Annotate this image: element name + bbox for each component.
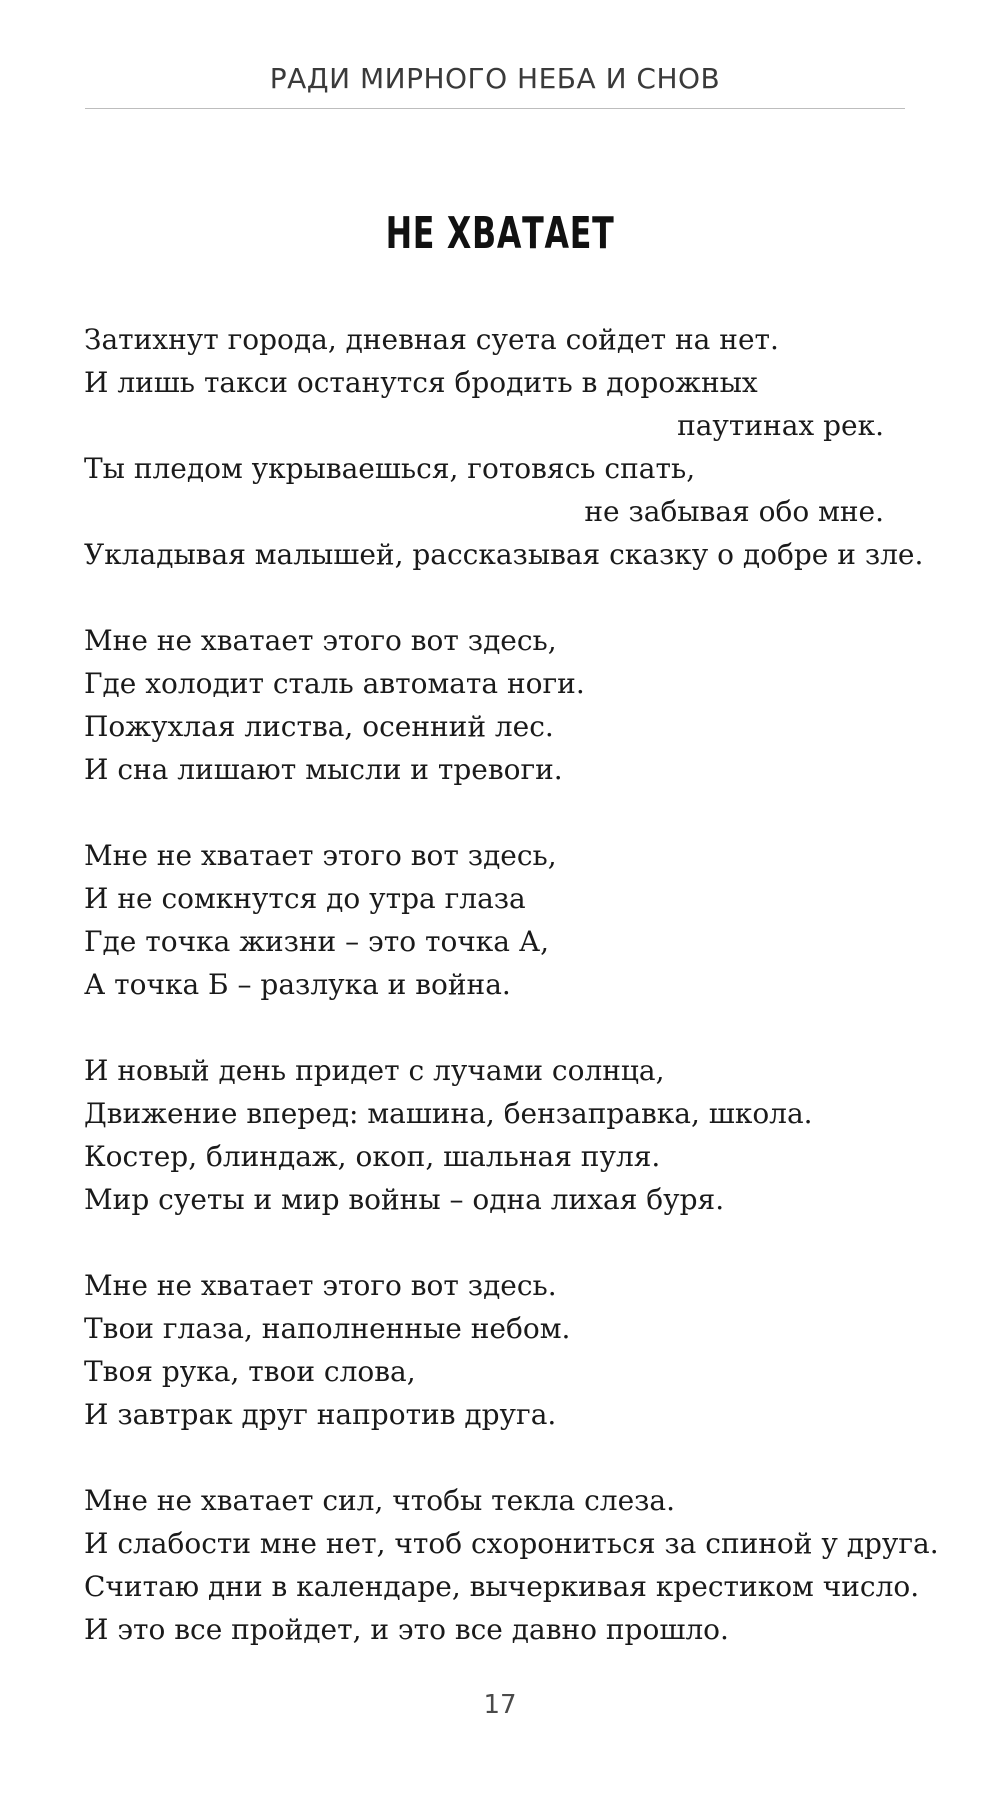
poem-line: Пожухлая листва, осенний лес. <box>84 710 554 743</box>
poem-line: И новый день придет с лучами солнца, <box>84 1054 665 1087</box>
poem-line: А точка Б – разлука и война. <box>84 968 511 1001</box>
poem-line: И лишь такси останутся бродить в дорожных <box>84 366 758 399</box>
poem-line: Где холодит сталь автомата ноги. <box>84 667 585 700</box>
poem-line: Твои глаза, наполненные небом. <box>84 1312 571 1345</box>
poem-body <box>84 318 939 1694</box>
poem-line: Мне не хватает этого вот здесь. <box>84 1269 557 1302</box>
poem-line: Мир суеты и мир войны – одна лихая буря. <box>84 1183 725 1216</box>
poem-line-continuation: паутинах рек. <box>677 409 884 442</box>
stanza <box>84 1264 914 1436</box>
stanza <box>84 318 924 576</box>
stanza <box>84 1049 914 1221</box>
stanza <box>84 834 914 1006</box>
poem-line: И сна лишают мысли и тревоги. <box>84 753 563 786</box>
poem-line: Мне не хватает сил, чтобы текла слеза. <box>84 1484 676 1517</box>
poem-line: Движение вперед: машина, бензаправка, школа. <box>84 1097 813 1130</box>
poem-line: Костер, блиндаж, окоп, шальная пуля. <box>84 1140 661 1173</box>
poem-line-continuation: не забывая обо мне. <box>584 495 884 528</box>
poem-line: Укладывая малышей, рассказывая сказку о добре и зле. <box>84 538 924 571</box>
poem-line: Где точка жизни – это точка А, <box>84 925 550 958</box>
page-number: 17 <box>483 1690 517 1720</box>
poem-line: Считаю дни в календаре, вычеркивая крестиком число. <box>84 1570 920 1603</box>
poem-line: Затихнут города, дневная суета сойдет на нет. <box>84 323 779 356</box>
poem-line: И не сомкнутся до утра глаза <box>84 882 526 915</box>
poem-line: Твоя рука, твои слова, <box>84 1355 416 1388</box>
stanza <box>84 619 914 791</box>
poem-line: И завтрак друг напротив друга. <box>84 1398 557 1431</box>
poem-title: НЕ ХВАТАЕТ <box>385 208 615 259</box>
poem-line: И это все пройдет, и это все давно прошло. <box>84 1613 729 1646</box>
header-rule <box>85 108 905 109</box>
poem-line: И слабости мне нет, чтоб схорониться за спиной у друга. <box>84 1527 939 1560</box>
poem-line: Ты пледом укрываешься, готовясь спать, <box>84 452 696 485</box>
poem-line: Мне не хватает этого вот здесь, <box>84 839 557 872</box>
poem-line: Мне не хватает этого вот здесь, <box>84 624 557 657</box>
running-head: РАДИ МИРНОГО НЕБА И СНОВ <box>269 62 721 95</box>
stanza <box>84 1479 939 1651</box>
